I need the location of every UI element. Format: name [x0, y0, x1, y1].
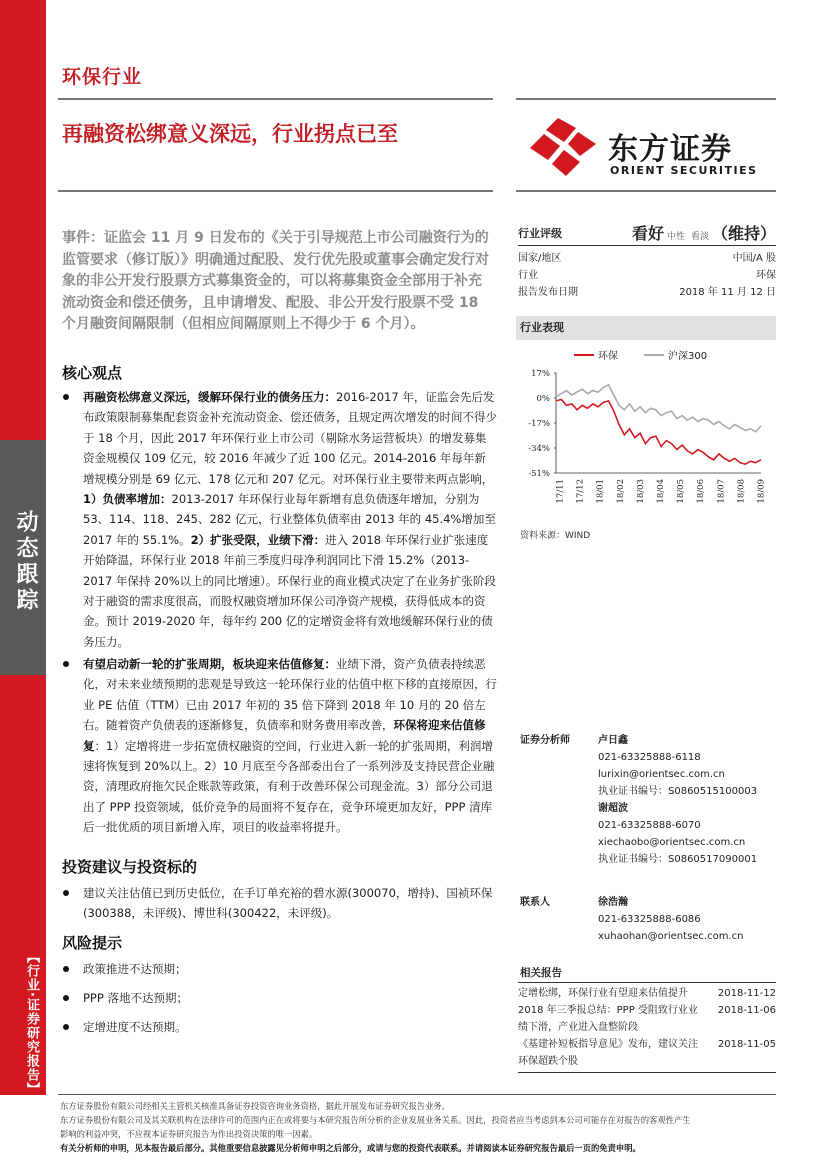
related-list: [518, 982, 776, 1073]
analyst-details: [598, 732, 778, 868]
rating-row-key: 报告发布日期: [518, 287, 578, 298]
analyst-name: 卢日鑫: [598, 735, 628, 746]
rating-header: [518, 222, 776, 246]
sidebar-label-bottom: 【行业·证券研究报告】: [24, 950, 39, 1096]
rating-box: [518, 222, 776, 301]
rating-row-value: 2018 年 11 月 12 日: [679, 287, 776, 298]
y-tick-label: 17%: [531, 369, 550, 379]
footer-line-strong: 有关分析师的申明，见本报告最后部分。其他重要信息披露见分析师申明之后部分，或请与您的投资代表联系。并请阅读本证券研究报告最后一页的免责申明。: [60, 1143, 641, 1153]
core-point-1-text-b: 2013-2017 年环保行业每年新增有息负债逐年增加，分别为 53、114、118、245、282 亿元，行业整体负债率由 2013 年的 45.4%增加至 2017 年的 55.1%。: [83, 492, 496, 547]
bullet-icon: [62, 393, 72, 403]
bullet-icon: [62, 994, 72, 1004]
risk-item: 定增进度不达预期。: [83, 1020, 187, 1034]
core-point-2: [83, 654, 497, 838]
analyst-name: 谢超波: [598, 803, 628, 814]
logo-text-en: ORIENT SECURITIES: [610, 164, 758, 177]
rating-row: [518, 267, 776, 284]
core-point-1-lead-b: 1）负债率增加：: [83, 492, 172, 507]
core-point-2-lead-b: 环保将迎来估值修复: [83, 718, 486, 753]
event-summary: 事件：证监会 11 月 9 日发布的《关于引导规范上市公司融资行为的监管要求（修订版）》明确通过配股、发行优先股或董事会确定发行对象的非公开发行股票方式募集资金的，可以将募集资金全部用于补充流动资金和偿还债务，且申请增发、配股、非公开发行股票不受 18 个月融资间隔限制（但相应间隔原则上不得少于 6 个月）。: [62, 230, 489, 332]
analyst-email[interactable]: xiechaobo@orientsec.com.cn: [598, 837, 746, 848]
sidebar-label-main: 动态跟踪: [13, 510, 38, 614]
rating-row: [518, 250, 776, 267]
x-tick-label: 17/12: [575, 479, 586, 504]
rating-row-value: 环保: [756, 270, 776, 281]
core-point-1-lead-c: 2）扩张受限，业绩下滑：: [190, 532, 326, 547]
rating-negative: 看淡: [690, 232, 709, 242]
contact-role: 联系人: [520, 897, 550, 908]
rating-status: （维持）: [711, 224, 776, 243]
related-item-title: 绩下滑，产业进入盘整阶段: [518, 1022, 638, 1033]
chart-source: 资料来源：WIND: [520, 531, 591, 541]
x-tick-label: 18/06: [696, 479, 707, 504]
divider: [58, 98, 493, 100]
page-title: 再融资松绑意义深远，行业拐点已至: [62, 122, 398, 146]
related-item[interactable]: [518, 1036, 776, 1053]
contact-email[interactable]: xuhaohan@orientsec.com.cn: [598, 931, 744, 942]
y-tick-label: 0%: [536, 394, 550, 404]
x-tick-label: 18/01: [595, 479, 606, 504]
x-tick-label: 17/11: [555, 479, 566, 504]
divider: [516, 98, 776, 100]
analyst-block: [520, 732, 776, 872]
related-item-cont: [518, 1053, 776, 1070]
rating-row-key: 行业: [518, 270, 538, 281]
analyst-role: 证券分析师: [520, 735, 570, 746]
x-tick-label: 18/07: [716, 479, 727, 504]
performance-title: 行业表现: [516, 316, 776, 340]
footer-line: 东方证券股份有限公司经相关主管机关核准具备证券投资咨询业务资格，据此开展发布证券研究报告业务。: [60, 1101, 450, 1111]
related-item[interactable]: [518, 1002, 776, 1019]
section-title-core: 核心观点: [62, 364, 123, 382]
performance-chart: [516, 345, 776, 520]
related-item-title: 《基建补短板指导意见》发布，建议关注: [518, 1039, 698, 1050]
related-item-cont: [518, 1019, 776, 1036]
core-point-1-text-a: 2016-2017 年，证监会先后发布政策限制募集配套资金补充流动资金、偿还债务，且规定两次增发的时间不得少于 18 个月，因此 2017 年环保行业上市公司（剔除水务运营板块）的增发募集资金规模仅 109 亿元，较 2016 年减少了近 100 亿元。2014-2016 年每年新增规模分别是 69 亿元、178 亿元和 207 亿元。对环保行业主要带来两点影响，: [83, 390, 497, 486]
analyst-cert: 执业证书编号：S0860515100003: [598, 786, 758, 797]
related-item-title: 环保超跌个股: [518, 1056, 578, 1067]
section-title-invest: 投资建议与投资标的: [62, 858, 198, 876]
footer-divider: [58, 1094, 776, 1095]
rating-row-key: 国家/地区: [518, 253, 562, 264]
related-item-date: 2018-11-06: [717, 1005, 776, 1016]
risk-item: 政策推进不达预期；: [83, 962, 187, 976]
logo-text-cn: 东方证券: [608, 132, 732, 167]
divider: [58, 190, 493, 192]
related-item-date: 2018-11-05: [717, 1039, 776, 1050]
legend-label: 环保: [598, 351, 618, 362]
section-title-risk: 风险提示: [62, 934, 123, 952]
x-tick-label: 18/05: [676, 479, 687, 504]
rating-value: [632, 222, 776, 249]
orient-logo-icon: [528, 116, 598, 178]
y-tick-label: -17%: [528, 419, 550, 429]
footer-line: 影响的利益冲突，不应视本证券研究报告为作出投资决策的唯一因素。: [60, 1129, 318, 1139]
y-tick-label: -34%: [528, 444, 550, 454]
bullet-icon: [62, 1023, 72, 1033]
footer-line: 东方证券股份有限公司及其关联机构在法律许可的范围内正在或将要与本研究报告所分析的企业发展业务关系。因此，投资者应当考虑到本公司可能存在对报告的客观性产生: [60, 1115, 691, 1125]
divider: [516, 190, 776, 192]
x-tick-label: 18/03: [635, 479, 646, 504]
bullet-icon: [62, 965, 72, 975]
bullet-icon: [62, 660, 72, 670]
x-tick-label: 18/02: [615, 479, 626, 504]
core-point-2-text-a: 业绩下滑，资产负债表持续恶化，对未来业绩预期的悲观是导致这一轮环保行业的估值中枢下移的直接原因，行业 PE 估值（TTM）已由 2017 年初的 35 倍下降到 2018 年 10 月的 20 倍左右。随着资产负债表的逐渐修复，负债率和财务费用率改善，: [83, 657, 497, 733]
footer-disclaimer: [60, 1099, 776, 1155]
analyst-cert: 执业证书编号：S0860517090001: [598, 854, 758, 865]
industry-label: 环保行业: [62, 66, 143, 88]
related-item-title: 2018 年三季报总结：PPP 受阻致行业业: [518, 1005, 698, 1016]
analyst-phone: 021-63325888-6070: [598, 820, 701, 831]
analyst-phone: 021-63325888-6118: [598, 752, 701, 763]
analyst-email[interactable]: lurixin@orientsec.com.cn: [598, 769, 725, 780]
core-point-1: [83, 387, 497, 652]
x-tick-label: 18/08: [736, 479, 747, 504]
rating-neutral: 中性: [666, 232, 685, 242]
invest-text: 建议关注估值已到历史低位，在手订单充裕的碧水源(300070，增持)、国祯环保(300388，未评级)、博世科(300422，未评级)。: [83, 886, 493, 921]
x-tick-label: 18/09: [756, 479, 767, 504]
core-point-1-lead: 再融资松绑意义深远，缓解环保行业的债务压力：: [83, 390, 336, 404]
contact-phone: 021-63325888-6086: [598, 914, 701, 925]
rating-row: [518, 284, 776, 301]
core-point-2-lead: 有望启动新一轮的扩张周期，板块迎来估值修复：: [83, 657, 336, 671]
bullet-icon: [62, 889, 72, 899]
legend-label: 沪深300: [668, 351, 708, 362]
core-point-1-text-c: 进入 2018 年环保行业扩张速度开始降温，环保行业 2018 年前三季度归母净利润同比下滑 15.2%（2013-2017 年保持 20%以上的同比增速）。环保行业的商业模式决定了在业务扩张阶段对于融资的需求度很高，而股权融资增加环保公司净资产规模，获得低成本的资金。预计 2019-2020 年，每年约 200 亿的定增资金将有效地缓解环保行业的债务压力。: [83, 532, 496, 649]
related-title: 相关报告: [520, 967, 562, 979]
contact-name: 徐浩瀚: [598, 897, 628, 908]
y-tick-label: -51%: [528, 469, 550, 479]
related-item-date: 2018-11-12: [717, 988, 776, 999]
rating-label: 行业评级: [518, 227, 562, 240]
rating-row-value: 中国/A 股: [732, 253, 776, 264]
risk-item: PPP 落地不达预期；: [83, 991, 188, 1005]
contact-details: [598, 894, 778, 945]
rating-big: 看好: [631, 224, 664, 243]
related-item-title: 定增松绑，环保行业有望迎来估值提升: [518, 988, 688, 999]
x-tick-label: 18/04: [656, 479, 666, 504]
core-point-2-text-b: ：1）定增将进一步拓宽债权融资的空间，行业进入新一轮的扩张周期，利润增速将恢复到 20%以上。2）10 月底至今各部委出台了一系列涉及支持民营企业融资，清理政府拖欠民企账款等政策，有利于改善环保公司现金流。3）部分公司退出了 PPP 投资领域，低价竞争的局面将不复存在，竞争环境更加友好，PPP 清库后一批优质的项目新增入库，项目的收益率将提升。: [83, 738, 495, 835]
series-line-环保: [556, 400, 761, 465]
contact-block: [520, 894, 776, 946]
related-item[interactable]: [518, 985, 776, 1002]
